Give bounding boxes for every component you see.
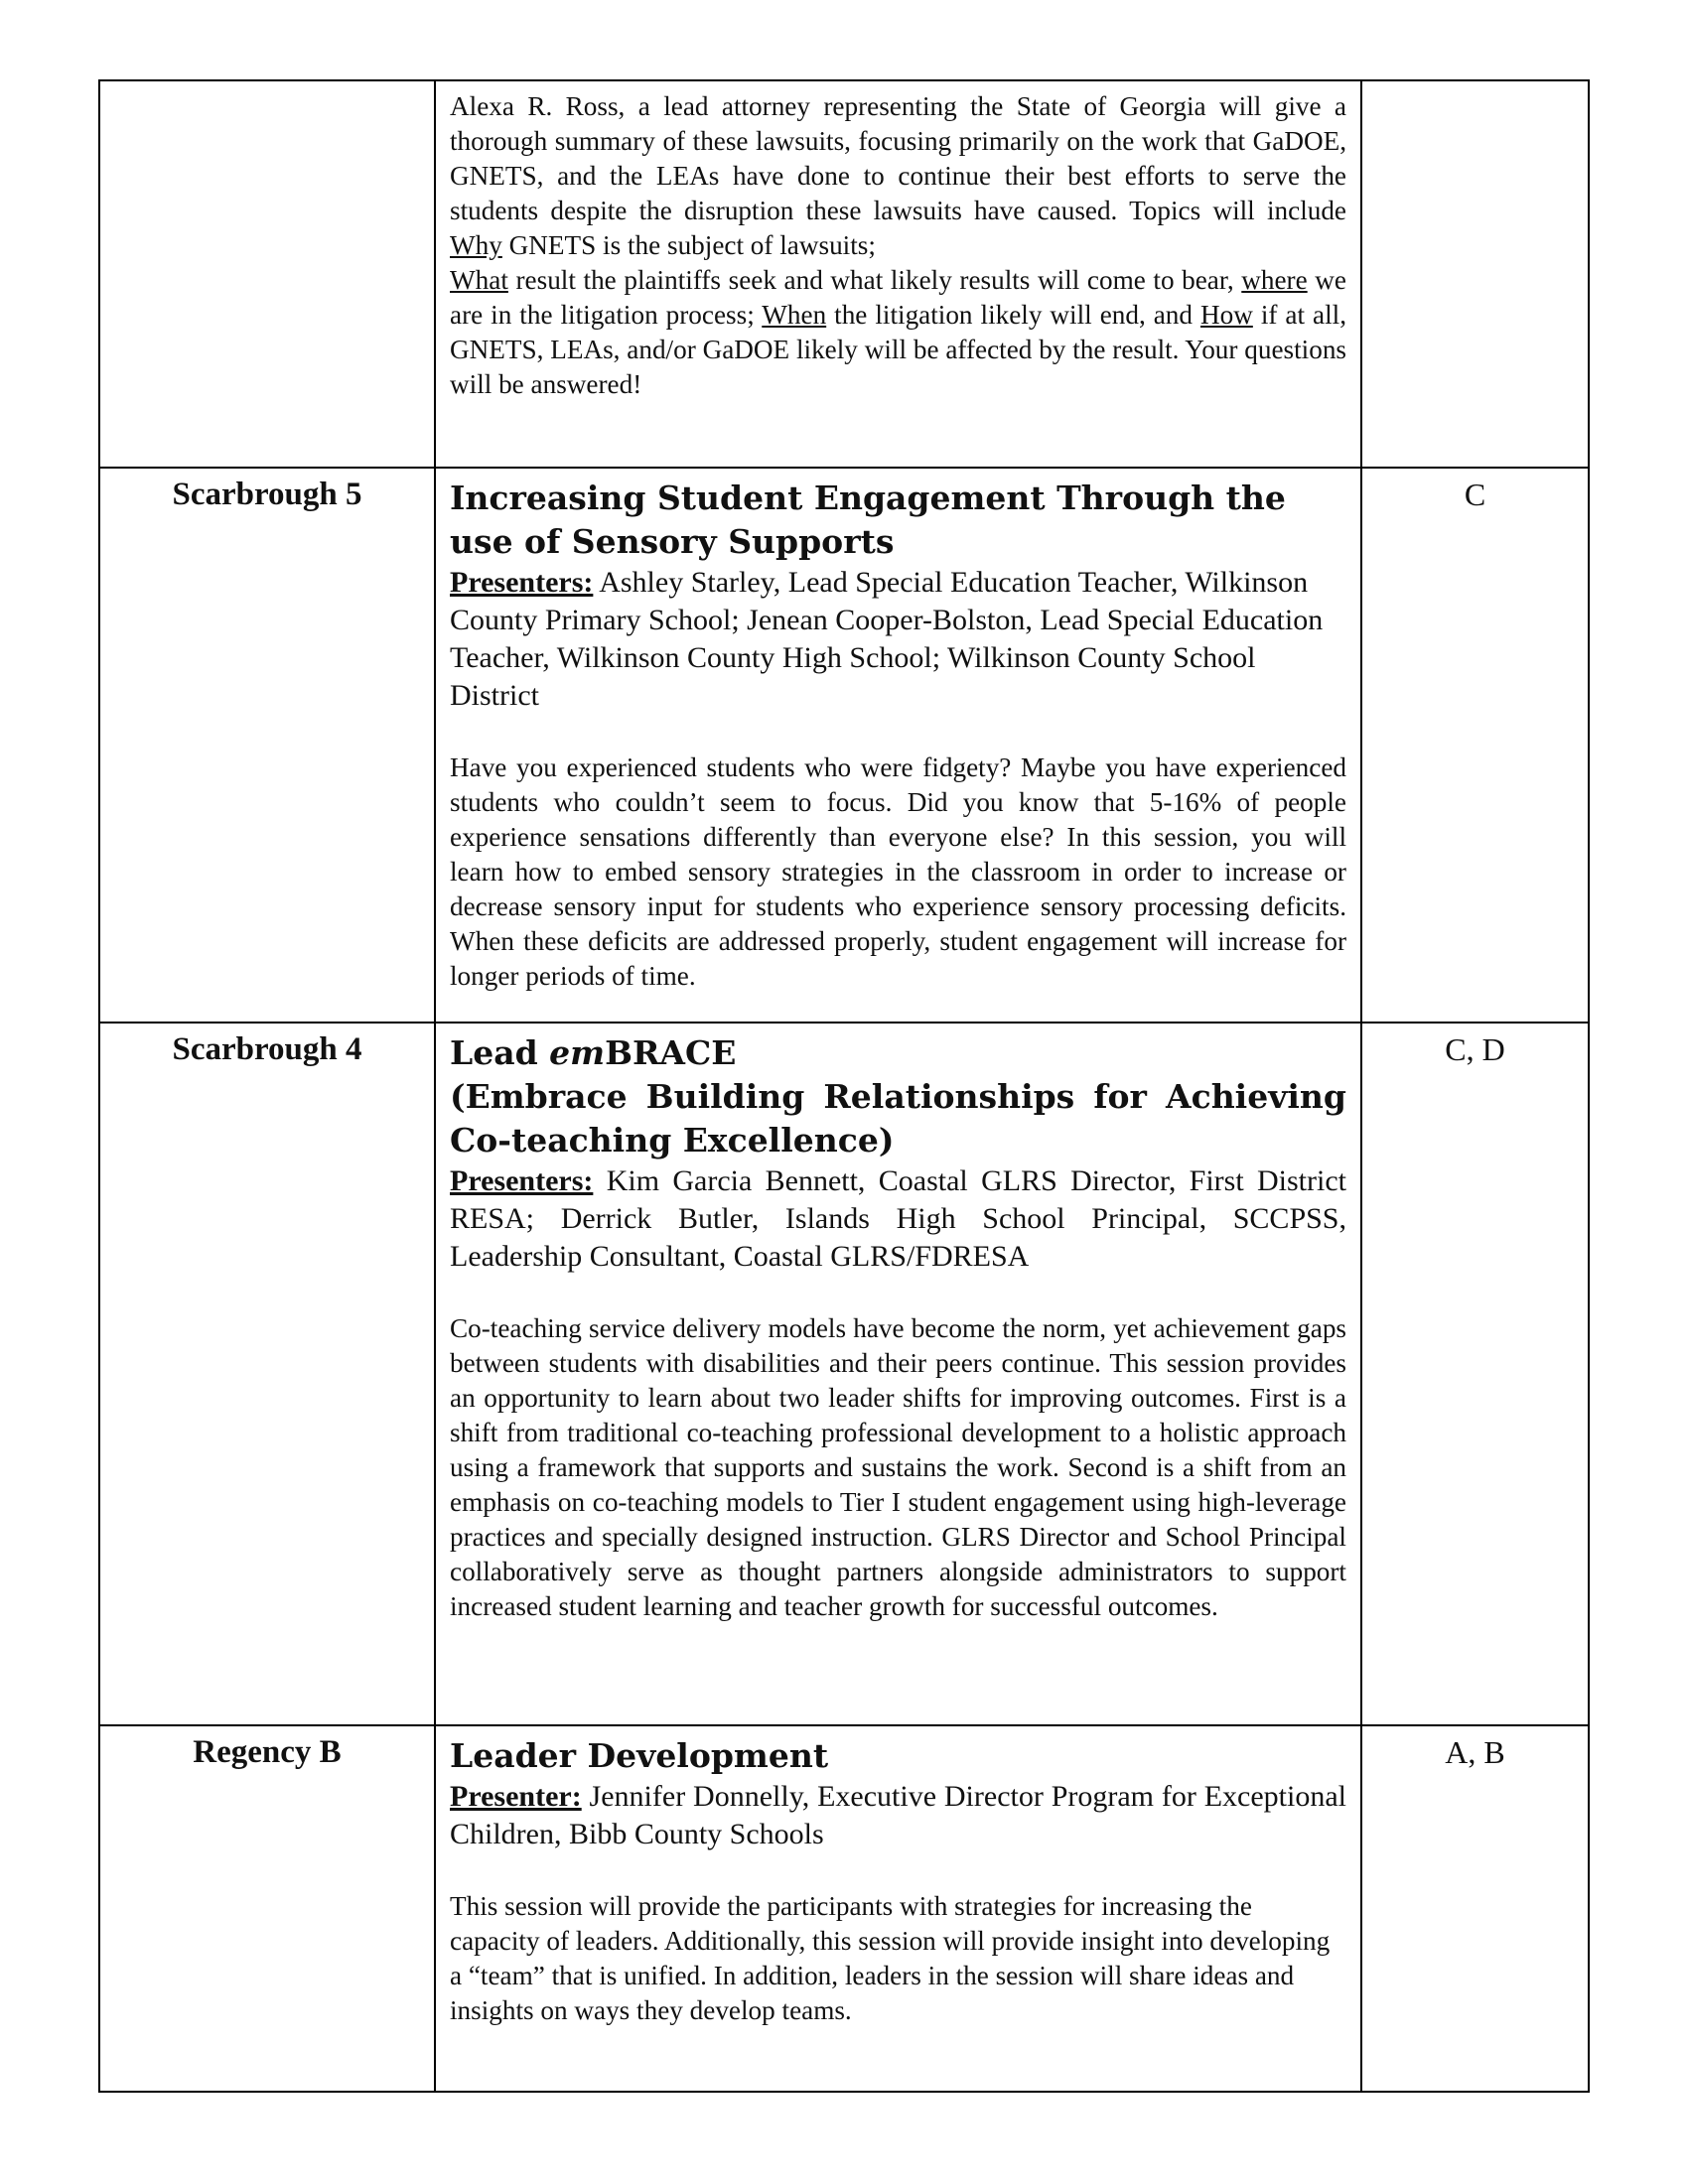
presenters-label: Presenters: xyxy=(450,1164,594,1197)
session-abstract: Co-teaching service delivery models have become the norm, yet achievement gaps between students with disabilities and their peers continue. This session provides an opportunity to learn about two leader shifts for improving outcomes. First is a shift from traditional co-teaching professional development to a holistic approach using a framework that supports and sustains the work. Second is a shift from an emphasis on co-teaching models to Tier I student engagement using high-leverage practices and specially designed instruction. GLRS Director and School Principal collaboratively serve as thought partners alongside administrators to support increased student learning and teacher growth for successful outcomes. xyxy=(450,1313,1346,1621)
keyword-why: Why xyxy=(450,230,502,260)
strand-cell: A, B xyxy=(1361,1725,1589,2092)
presenters-label: Presenters: xyxy=(450,566,594,599)
strand-cell: C, D xyxy=(1361,1023,1589,1725)
session-presenters: Presenter: Jennifer Donnelly, Executive Director Program for Exceptional Children, Bibb County Schools xyxy=(450,1780,1346,1850)
room-cell: Regency B xyxy=(99,1725,435,2092)
session-row xyxy=(99,468,1589,1023)
session-schedule-table xyxy=(98,79,1590,2093)
keyword-where: where xyxy=(1241,265,1308,295)
session-subtitle: (Embrace Building Relationships for Achieving Co-teaching Excellence) xyxy=(450,1077,1346,1160)
session-presenters: Presenters: Ashley Starley, Lead Special Education Teacher, Wilkinson County Primary School; Jenean Cooper-Bolston, Lead Special Education Teacher, Wilkinson County High School; Wilkinson County School District xyxy=(450,566,1324,712)
session-abstract: This session will provide the participants with strategies for increasing the capacity of leaders. Additionally, this session will provide insight into developing a “team” that is unified. In addition, leaders in the session will share ideas and insights on ways they develop teams. xyxy=(450,1891,1331,2025)
session-row xyxy=(99,1023,1589,1725)
session-description-cell xyxy=(435,80,1361,468)
session-title: Lead emBRACE xyxy=(450,1033,737,1072)
keyword-how: How xyxy=(1199,300,1253,330)
strand-cell: C xyxy=(1361,468,1589,1023)
session-title: Increasing Student Engagement Through the use of Sensory Supports xyxy=(450,478,1286,561)
keyword-what: What xyxy=(450,265,508,295)
session-title: Leader Development xyxy=(450,1736,829,1775)
room-cell: Scarbrough 4 xyxy=(99,1023,435,1725)
room-cell xyxy=(99,80,435,468)
session-description-cell xyxy=(435,1725,1361,2092)
room-cell: Scarbrough 5 xyxy=(99,468,435,1023)
session-description-cell xyxy=(435,1023,1361,1725)
session-description-cell xyxy=(435,468,1361,1023)
session-presenters: Presenters: Kim Garcia Bennett, Coastal GLRS Director, First District RESA; Derrick Butler, Islands High School Principal, SCCPSS, Leadership Consultant, Coastal GLRS/FDRESA xyxy=(450,1164,1346,1273)
presenters-label: Presenter: xyxy=(450,1780,582,1813)
session-abstract: Alexa R. Ross, a lead attorney representing the State of Georgia will give a thorough summary of these lawsuits, focusing primarily on the work that GaDOE, GNETS, and the LEAs have done to continue their best efforts to serve the students despite the disruption these lawsuits have caused. Topics will include Why GNETS is the subject of lawsuits; What result the plaintiffs seek and what likely results will come to bear, where we are in the litigation process; When the litigation likely will end, and How if at all, GNETS, LEAs, and/or GaDOE likely will be affected by the result. Your questions will be answered! xyxy=(450,91,1347,399)
strand-cell xyxy=(1361,80,1589,468)
session-row xyxy=(99,80,1589,468)
session-row xyxy=(99,1725,1589,2092)
session-abstract: Have you experienced students who were fidgety? Maybe you have experienced students who couldn’t seem to focus. Did you know that 5-16% of people experience sensations differently than everyone else? In this session, you will learn how to embed sensory strategies in the classroom in order to increase or decrease sensory input for students who experience sensory processing deficits. When these deficits are addressed properly, student engagement will increase for longer periods of time. xyxy=(450,752,1346,991)
keyword-when: When xyxy=(762,300,827,330)
